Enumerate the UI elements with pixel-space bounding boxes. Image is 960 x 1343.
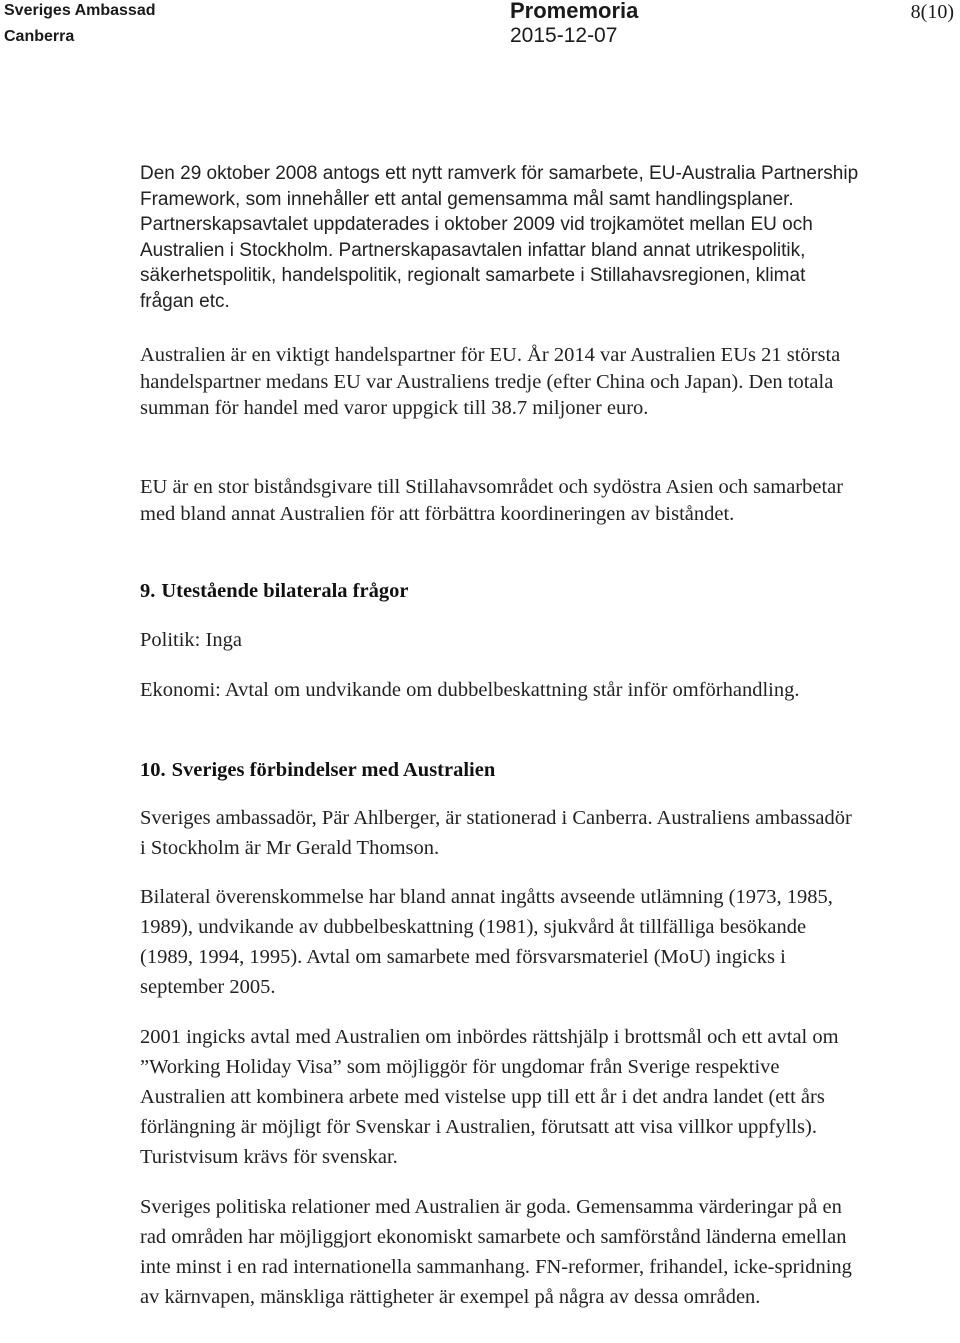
header-organization: Sveriges Ambassad: [4, 2, 156, 19]
paragraph-bilateral-agreements: Bilateral överenskommelse har bland annat ingåtts avseende utlämning (1973, 1985, 1989), undvikande av dubbelbeskattning (1981), sjukvård åt tillfälliga besökande (1989, 1994, 1995). Avtal om samarbete med försvarsmateriel (MoU) ingicks i september 2005.: [140, 886, 833, 998]
paragraph-politics: Politik: Inga: [140, 629, 242, 651]
section-heading-10: [140, 757, 860, 783]
header-city: Canberra: [4, 28, 75, 45]
paragraph-trade: Australien är en viktigt handelspartner för EU. År 2014 var Australien EUs 21 största handelspartner medans EU var Australiens tredje (efter China och Japan). Den totala summan för handel med varor uppgick till 38.7 miljoner euro.: [140, 344, 841, 419]
paragraph-ambassadors: Sveriges ambassadör, Pär Ahlberger, är stationerad i Canberra. Australiens ambassadör i Stockholm är Mr Gerald Thomson.: [140, 807, 852, 859]
section-title: Sveriges förbindelser med Australien: [171, 759, 496, 781]
paragraph-partnership-framework: Den 29 oktober 2008 antogs ett nytt ramverk för samarbete, EU-Australia Partnership Framework, som innehåller ett antal gemensamma mål samt handlingsplaner. Partnerskapsavtalet uppdaterades i oktober 2009 vid trojkamötet mellan EU och Australien i Stockholm. Partnerskapasavtalen infattar bland annat utrikespolitik, säkerhetspolitik, handelspolitik, regionalt samarbete i Stillahavsregionen, klimat frågan etc.: [140, 163, 859, 312]
document-header: [0, 0, 960, 56]
paragraph-economy: Ekonomi: Avtal om undvikande om dubbelbeskattning står inför omförhandling.: [140, 679, 800, 701]
header-date: 2015-12-07: [510, 24, 618, 47]
section-number: 9.: [140, 580, 156, 602]
section-title: Utestående bilaterala frågor: [161, 580, 409, 602]
header-document-type: Promemoria: [510, 0, 639, 23]
section-number: 10.: [140, 759, 166, 781]
paragraph-political-relations: Sveriges politiska relationer med Australien är goda. Gemensamma värderingar på en rad områden har möjliggjort ekonomiskt samarbete och samförstånd länderna emellan inte minst i en rad internationella sammanhang. FN-reformer, frihandel, icke-spridning av kärnvapen, mänskliga rättigheter är exempel på några av dessa områden.: [140, 1196, 852, 1308]
paragraph-development-aid: EU är en stor biståndsgivare till Stillahavsområdet och sydöstra Asien och samarbetar med bland annat Australien för att förbättra koordineringen av biståndet.: [140, 476, 844, 525]
paragraph-legal-assistance-visa: 2001 ingicks avtal med Australien om inbördes rättshjälp i brottsmål och ett avtal om ”Working Holiday Visa” som möjliggör för ungdomar från Sverige respektive Australien att kombinera arbete med vistelse upp till ett år i det andra landet (ett års förlängning är möjligt för Svenskar i Australien, förutsatt att visa villkor uppfylls). Turistvisum krävs för svenskar.: [140, 1026, 839, 1168]
header-page-number: 8(10): [910, 1, 954, 23]
section-heading-9: [140, 578, 860, 604]
